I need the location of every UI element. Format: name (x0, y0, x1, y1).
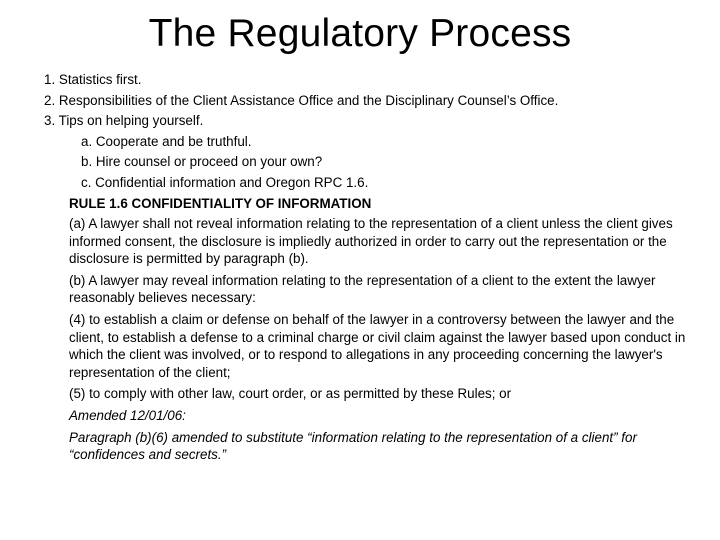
sublist-item-cooperate: a. Cooperate and be truthful. (81, 133, 252, 149)
sublist-item-hire-counsel: b. Hire counsel or proceed on your own? (81, 154, 323, 169)
slide-title: The Regulatory Process (148, 12, 572, 55)
rule-block (69, 193, 699, 464)
rule-paragraph-4: (4) to establish a claim or defense on behalf of the lawyer in a controversy between the lawyer and the client, to establish a defense to a criminal charge or civil claim against the lawyer based upon conduct in which the client was involved, or to respond to allegations in any proceeding concerning the lawyer's representation of the client; (69, 311, 686, 380)
rule-paragraph-a: (a) A lawyer shall not reveal information relating to the representation of a client unless the client gives informed consent, the disclosure is impliedly authorized in order to carry out the representation or the disclosure is permitted by paragraph (b). (69, 216, 673, 267)
sublist-item-confidential: c. Confidential information and Oregon RPC 1.6. (81, 174, 369, 190)
rule-paragraph-5: (5) to comply with other law, court order, or as permitted by these Rules; or (69, 386, 512, 402)
slide-body (44, 70, 700, 464)
list-item-statistics: 1. Statistics first. (44, 72, 142, 87)
rule-heading: RULE 1.6 CONFIDENTIALITY OF INFORMATION (69, 196, 372, 211)
amended-label: Amended 12/01/06: (69, 407, 186, 423)
list-item-responsibilities: 2. Responsibilities of the Client Assistance Office and the Disciplinary Counsel’s Office. (44, 92, 559, 108)
list-item-tips: 3. Tips on helping yourself. (44, 113, 204, 128)
amended-text: Paragraph (b)(6) amended to substitute “information relating to the representation of a client” for “confidences and secrets.” (69, 429, 637, 463)
rule-paragraph-b: (b) A lawyer may reveal information relating to the representation of a client to the extent the lawyer reasonably believes necessary: (69, 272, 656, 306)
